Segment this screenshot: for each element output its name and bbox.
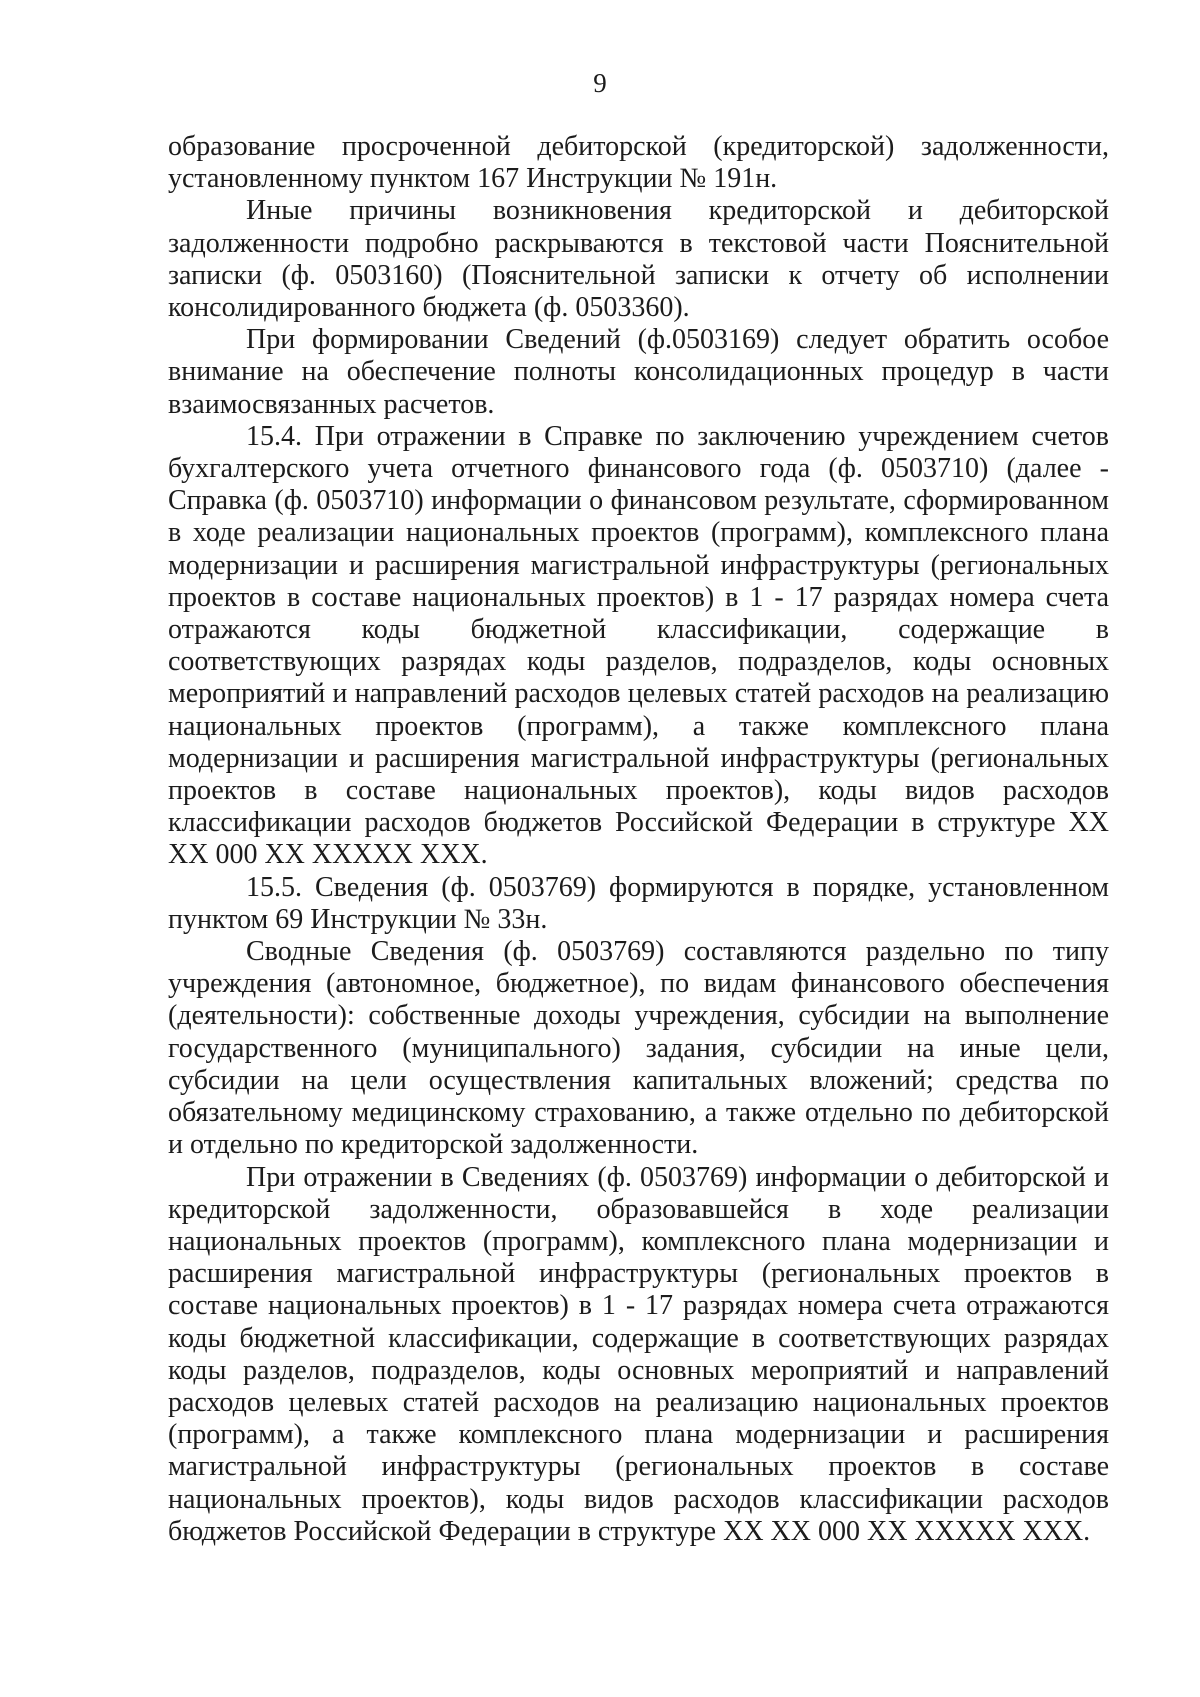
document-body [168,131,1109,1548]
paragraph-other-reasons: Иные причины возникновения кредиторской и дебиторской задолженности подробно раскрываются в текстовой части Пояснительной записки (ф. 0503160) (Пояснительной записки к отчету об исполнении консолидированного бюджета (ф. 0503360). [168,195,1109,324]
paragraph-continuation: образование просроченной дебиторской (кредиторской) задолженности, установленному пунктом 167 Инструкции № 191н. [168,131,1109,195]
paragraph-15-5: 15.5. Сведения (ф. 0503769) формируются в порядке, установленном пунктом 69 Инструкции № 33н. [168,871,1109,935]
paragraph-form-0503169: При формировании Сведений (ф.0503169) следует обратить особое внимание на обеспечение полноты консолидационных процедур в части взаимосвязанных расчетов. [168,324,1109,420]
paragraph-summary-info: Сводные Сведения (ф. 0503769) составляются раздельно по типу учреждения (автономное, бюджетное), по видам финансового обеспечения (деятельности): собственные доходы учреждения, субсидии на выполнение государственного (муниципального) задания, субсидии на иные цели, субсидии на цели осуществления капитальных вложений; средства по обязательному медицинскому страхованию, а также отдельно по дебиторской и отдельно по кредиторской задолженности. [168,936,1109,1161]
paragraph-15-4: 15.4. При отражении в Справке по заключению учреждением счетов бухгалтерского учета отчетного финансового года (ф. 0503710) (далее - Справка (ф. 0503710) информации о финансовом результате, сформированном в ходе реализации национальных проектов (программ), комплексного плана модернизации и расширения магистральной инфраструктуры (региональных проектов в составе национальных проектов) в 1 - 17 разрядах номера счета отражаются коды бюджетной классификации, содержащие в соответствующих разрядах коды разделов, подразделов, коды основных мероприятий и направлений расходов целевых статей расходов на реализацию национальных проектов (программ), а также комплексного плана модернизации и расширения магистральной инфраструктуры (региональных проектов в составе национальных проектов), коды видов расходов классификации расходов бюджетов Российской Федерации в структуре XX XX 000 XX XXXXX XXX. [168,420,1109,871]
paragraph-debt-reflection: При отражении в Сведениях (ф. 0503769) информации о дебиторской и кредиторской задолженности, образовавшейся в ходе реализации национальных проектов (программ), комплексного плана модернизации и расширения магистральной инфраструктуры (региональных проектов в составе национальных проектов) в 1 - 17 разрядах номера счета отражаются коды бюджетной классификации, содержащие в соответствующих разрядах коды разделов, подразделов, коды основных мероприятий и направлений расходов целевых статей расходов на реализацию национальных проектов (программ), а также комплексного плана модернизации и расширения магистральной инфраструктуры (региональных проектов в составе национальных проектов), коды видов расходов классификации расходов бюджетов Российской Федерации в структуре XX XX 000 XX XXXXX XXX. [168,1161,1109,1547]
page-number: 9 [593,68,607,98]
